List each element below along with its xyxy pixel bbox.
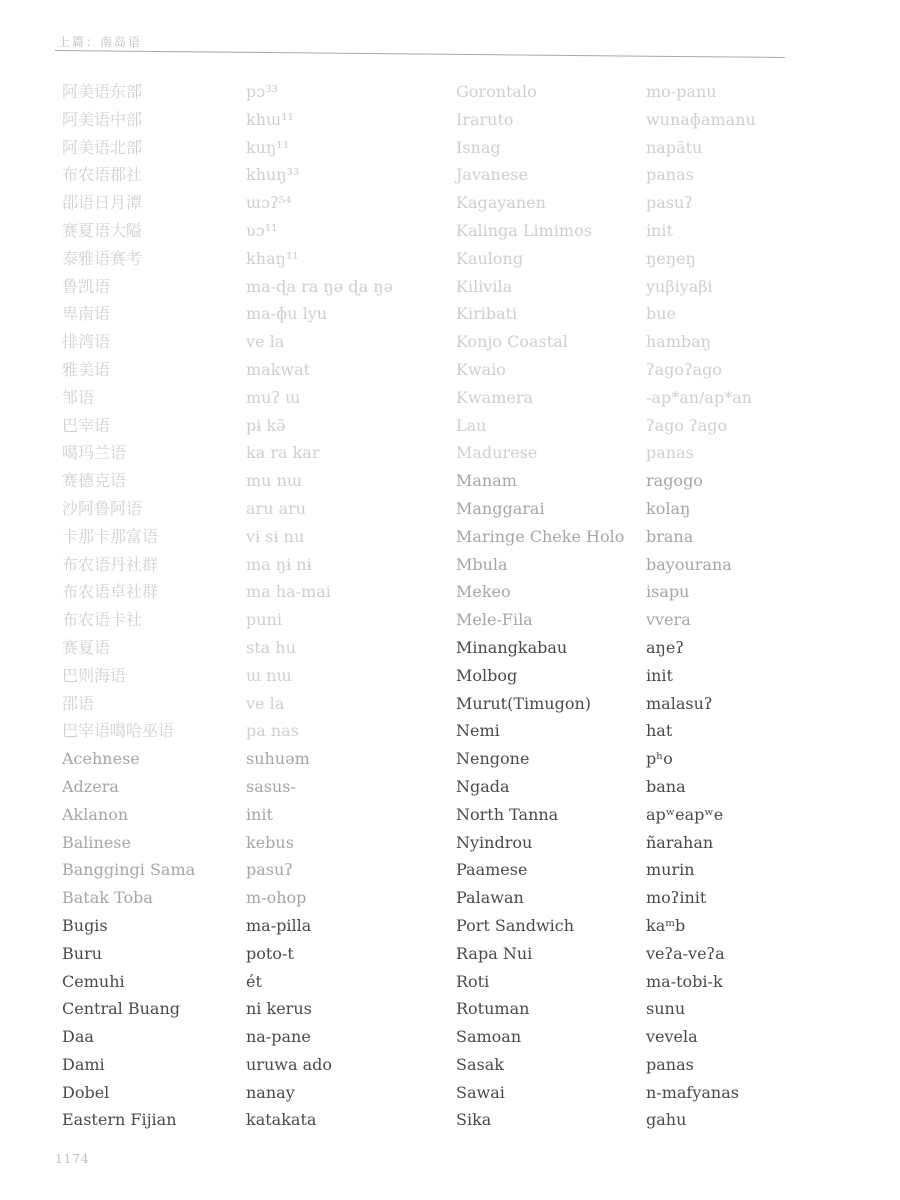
word-form: aru aru [246,498,307,518]
language-name: Kiribati [456,304,518,324]
header-rule [55,50,785,58]
word-form: pa nas [246,721,299,741]
word-form: panas [646,165,694,185]
word-form: ʔago ʔago [646,415,728,435]
language-name: Sika [456,1110,492,1130]
word-form: ni kerus [246,999,312,1019]
language-name: Buru [62,943,103,963]
language-name: 巴则海语 [62,665,127,685]
word-form: khuŋ³³ [246,165,300,185]
word-form: makwat [246,359,311,379]
language-name: 鲁凯语 [62,276,111,296]
language-name: Dobel [62,1082,110,1102]
word-form: poto-t [246,943,294,963]
language-name: Sasak [456,1054,504,1074]
word-form: na-pane [246,1027,311,1047]
word-form: hambaŋ [646,332,712,352]
language-name: Maringe Cheke Holo [456,526,625,546]
language-name: 排湾语 [62,332,111,352]
word-form: panas [646,1054,694,1074]
word-form: ve la [246,332,285,352]
word-form: mo-panu [646,82,717,101]
word-form: isapu [646,582,690,602]
word-form: nanay [246,1082,295,1102]
language-name: Samoan [456,1027,522,1047]
word-form: n-mafyanas [646,1082,739,1102]
word-form: vevela [646,1027,698,1047]
language-name: Eastern Fijian [62,1110,177,1130]
language-name: 卑南语 [62,304,111,324]
language-name: Dami [62,1054,105,1074]
word-form: brana [646,526,694,546]
word-form: panas [646,443,694,463]
language-name: 泰雅语赛考 [62,248,143,268]
language-name: 巴宰语 [62,415,111,435]
word-form: bana [646,776,686,796]
language-name: 邵语日月潭 [62,193,143,213]
right-word-column [646,78,846,1134]
word-form: ma ha-mai [246,582,331,602]
language-name: Manam [456,471,517,491]
word-form: ma-ɸu lyu [246,304,328,324]
word-form: ragogo [646,471,703,491]
word-form: kaᵐb [646,915,686,935]
language-name: Kwaio [456,359,506,379]
word-form: sunu [646,999,686,1019]
word-form: vɨ sɨ nu [246,526,305,546]
language-name: 布农语丹社群 [62,554,159,574]
language-name: Kaulong [456,248,524,268]
language-name: 沙阿鲁阿语 [62,498,143,518]
word-form: ʔagoʔago [646,359,722,379]
word-form: ɯ nɯ [246,665,292,685]
word-form: kolaŋ [646,498,691,518]
language-name: 噶玛兰语 [62,443,127,463]
word-form: pʰo [646,749,673,769]
word-form: ma-pilla [246,915,312,935]
word-form: wunaɸamanu [646,109,756,129]
word-form: m-ohop [246,888,307,908]
language-name: Bugis [62,915,108,935]
language-name: Rotuman [456,999,530,1019]
language-name: Minangkabau [456,637,568,657]
word-form: -ap*an/ap*an [646,387,753,407]
language-name: 阿美语东部 [62,82,143,101]
word-form: uruwa ado [246,1054,332,1074]
word-form: ét [246,971,262,991]
word-form: ʋɔ¹¹ [246,220,278,240]
word-form: kebus [246,832,294,852]
word-form: gahu [646,1110,687,1130]
language-name: Isnag [456,137,501,157]
word-form: murin [646,860,695,880]
language-name: Ngada [456,776,510,796]
word-form: ve la [246,693,285,713]
word-form: pɔ³³ [246,82,279,101]
language-name: Adzera [62,776,119,796]
word-form: pasuʔ [246,860,293,880]
language-name: 阿美语中部 [62,109,143,129]
word-form: bue [646,304,677,324]
word-form: ka ra kar [246,443,320,463]
word-form: ñarahan [646,832,714,852]
language-name: Mbula [456,554,508,574]
word-form: hat [646,721,673,741]
word-form: kuŋ¹¹ [246,137,290,157]
word-form: khaŋ¹¹ [246,248,299,268]
language-name: Nemi [456,721,500,741]
language-name: Kalinga Limimos [456,220,592,240]
right-language-column [456,78,636,1134]
word-form: init [646,220,673,240]
word-form: malasuʔ [646,693,713,713]
word-form: muʔ ɯ [246,387,301,407]
word-form: aŋeʔ [646,637,684,657]
language-name: Banggingi Sama [62,860,196,880]
language-name: Cemuhi [62,971,125,991]
word-form: init [646,665,673,685]
word-form: ɯɔʔ⁵⁴ [246,193,292,213]
word-form: apʷeapʷe [646,804,724,824]
language-name: Nyindrou [456,832,533,852]
language-name: 邹语 [62,387,95,407]
language-name: Sawai [456,1082,505,1102]
word-form: khɯ¹¹ [246,109,294,129]
word-form: veʔa-veʔa [646,943,725,963]
language-name: Palawan [456,888,524,908]
language-name: Rapa Nui [456,943,533,963]
language-name: Nengone [456,749,530,769]
language-name: Iraruto [456,109,514,129]
word-form: yuβiyaβi [646,276,713,296]
language-name: Madurese [456,443,538,463]
language-name: Central Buang [62,999,180,1019]
word-form: vvera [646,610,691,630]
word-form: bayourana [646,554,732,574]
language-name: Aklanon [62,804,129,824]
word-form: pasuʔ [646,193,693,213]
language-name: Kwamera [456,387,534,407]
language-name: Molbog [456,665,518,685]
language-name: Konjo Coastal [456,332,568,352]
word-form: katakata [246,1110,317,1130]
language-name: Daa [62,1027,94,1047]
language-name: 赛夏语大隘 [62,220,143,240]
language-name: Manggarai [456,498,545,518]
language-name: 卡那卡那富语 [62,526,159,546]
language-name: Lau [456,415,487,435]
language-name: Murut(Timugon) [456,693,591,713]
language-name: 布农语卓社群 [62,582,159,602]
word-form: ŋeŋeŋ [646,248,696,268]
word-form: ma-tobi-k [646,971,723,991]
language-name: Kilivila [456,276,513,296]
left-word-column [246,78,436,1134]
word-form: moʔinit [646,888,707,908]
language-name: Javanese [456,165,528,185]
language-name: 布农语卡社 [62,610,143,630]
language-name: Port Sandwich [456,915,575,935]
language-name: Mele-Fila [456,610,533,630]
language-name: Kagayanen [456,193,546,213]
running-head: 上篇：南岛语 [58,35,143,49]
page-number: 1174 [55,1152,90,1166]
language-name: 邵语 [62,693,95,713]
language-name: 巴宰语噶哈巫语 [62,721,175,741]
language-name: 赛夏语 [62,637,111,657]
language-name: Gorontalo [456,82,537,101]
language-name: 赛德克语 [62,471,127,491]
language-name: 雅美语 [62,359,111,379]
word-form: napātu [646,137,703,157]
language-name: Acehnese [62,749,140,769]
left-language-column [62,78,232,1134]
word-form: puni [246,610,282,630]
word-form: pɨ kə̃ [246,415,286,435]
word-form: ma-ɖa ra ŋə ɖa ŋə [246,276,393,296]
word-form: sta hu [246,637,296,657]
language-name: Balinese [62,832,131,852]
language-name: Roti [456,971,490,991]
word-form: suhuəm [246,749,310,769]
language-name: Batak Toba [62,888,153,908]
language-name: Mekeo [456,582,511,602]
word-form: sasus- [246,776,296,796]
language-name: 布农语郡社 [62,165,143,185]
language-name: 阿美语北部 [62,137,143,157]
word-form: ma ŋɨ nɨ [246,554,312,574]
language-name: North Tanna [456,804,559,824]
word-form: mu nɯ [246,471,303,491]
language-name: Paamese [456,860,528,880]
word-form: init [246,804,273,824]
